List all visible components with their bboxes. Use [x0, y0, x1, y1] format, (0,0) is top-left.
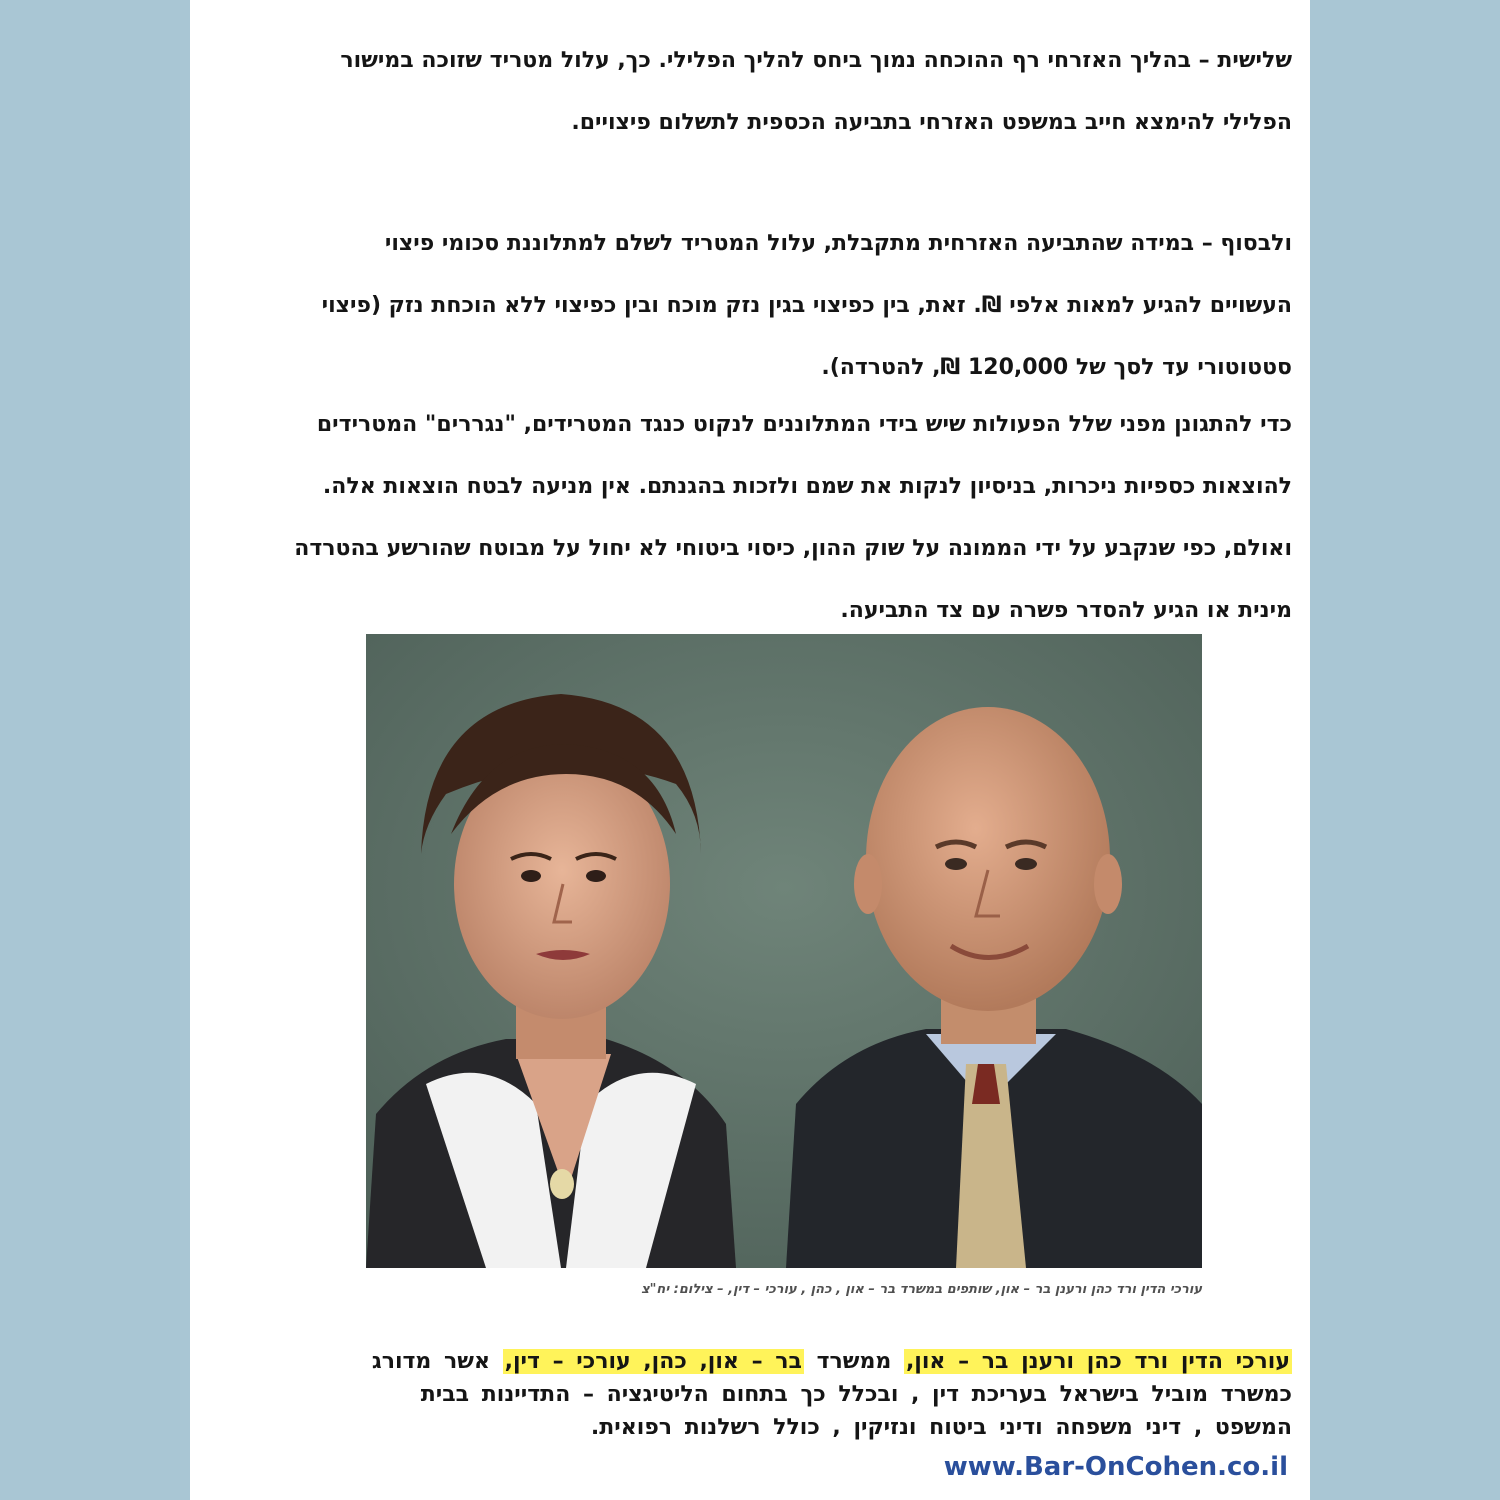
text-line: ולבסוף – במידה שהתביעה האזרחית מתקבלת, עלול המטריד לשלם למתלוננת סכומי פיצוי: [384, 231, 1292, 256]
bio-text: אשר מדורג: [371, 1349, 503, 1374]
text-line: להוצאות כספיות ניכרות, בניסיון לנקות את שמם ולזכות בהגנתם. אין מניעה לבטח הוצאות אלה.: [322, 474, 1292, 499]
text-line: מינית או הגיע להסדר פשרה עם צד התביעה.: [840, 598, 1292, 623]
text-line: העשויים להגיע למאות אלפי ₪. זאת, בין כפיצוי בגין נזק מוכח ובין כפיצוי ללא הוכחת נזק (פיצוי: [321, 293, 1292, 318]
document-page: [190, 0, 1310, 1500]
paragraph-finally: [232, 213, 1292, 399]
paragraph-insurance: [232, 394, 1292, 642]
highlighted-firm: בר – און, כהן, עורכי – דין,: [504, 1349, 802, 1374]
bio-text: ממשרד: [803, 1349, 904, 1374]
photo-caption: עורכי הדין ורד כהן ורענן בר – און, שותפים במשרד בר – און , כהן , עורכי – דין, – צילום: יח"צ: [641, 1282, 1202, 1297]
firm-bio: [232, 1345, 1292, 1444]
highlighted-names: עורכי הדין ורד כהן ורענן בר – און,: [905, 1349, 1290, 1374]
text-line: סטטוטורי עד לסך של 120,000 ₪, להטרדה).: [821, 355, 1292, 380]
website-link[interactable]: www.Bar-OnCohen.co.il: [943, 1452, 1288, 1482]
bio-line: כמשרד מוביל בישראל בעריכת דין , ובכלל כך בתחום הליטיגציה – התדיינות בבית: [420, 1382, 1292, 1407]
text-line: הפלילי להימצא חייב במשפט האזרחי בתביעה הכספית לתשלום פיצויים.: [571, 110, 1292, 135]
text-line: שלישית – בהליך האזרחי רף ההוכחה נמוך ביחס להליך הפלילי. כך, עלול מטריד שזוכה במישור: [340, 48, 1292, 73]
text-line: כדי להתגונן מפני שלל הפעולות שיש בידי המתלוננים לנקוט כנגד המטרידים, "נגררים" המטרידים: [316, 412, 1292, 437]
bio-line: המשפט , דיני משפחה ודיני ביטוח ונזיקין , כולל רשלנות רפואית.: [590, 1415, 1292, 1440]
lawyers-photo: [366, 634, 1202, 1268]
text-line: ואולם, כפי שנקבע על ידי הממונה על שוק ההון, כיסוי ביטוחי לא יחול על מבוטח שהורשע בהטרדה: [294, 536, 1292, 561]
paragraph-third-point: [232, 30, 1292, 154]
bio-line: [232, 1345, 1292, 1378]
